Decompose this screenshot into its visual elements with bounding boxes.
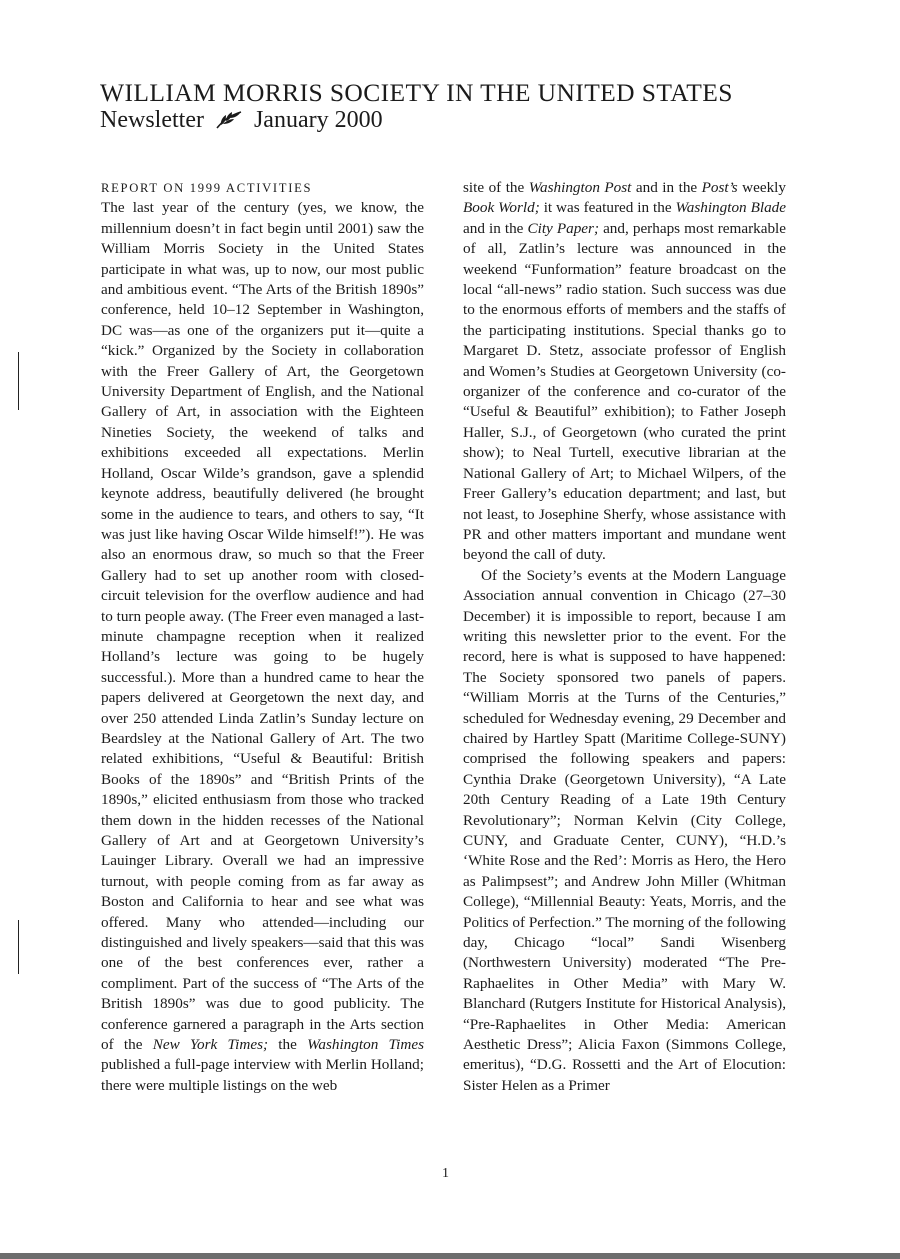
paragraph-text: it was featured in the bbox=[539, 199, 676, 217]
publication-washington-times: Washington Times bbox=[307, 1036, 424, 1054]
margin-mark-upper bbox=[18, 352, 19, 410]
margin-mark-lower bbox=[18, 920, 19, 974]
leaf-ornament-icon bbox=[214, 110, 244, 130]
page-number: 1 bbox=[442, 1166, 449, 1181]
paragraph-text: the bbox=[268, 1036, 308, 1054]
paragraph-text: and in the bbox=[631, 179, 702, 196]
left-column bbox=[101, 178, 424, 1096]
publication-book-world: Book World; bbox=[463, 199, 540, 217]
masthead-title: WILLIAM MORRIS SOCIETY IN THE UNITED STATES bbox=[100, 78, 733, 107]
publication-washington-post: Washington Post bbox=[528, 179, 632, 196]
publication-city-paper: City Paper; bbox=[527, 219, 600, 237]
paragraph-text: site of the bbox=[463, 179, 529, 196]
paragraph-text: published a full-page interview with Merlin Holland; there were multiple listings on the web bbox=[101, 1056, 424, 1094]
paragraph-text: The last year of the century (yes, we know, the millennium doesn’t in fact begin until 2001) saw the William Morris Society in the United States participate in what was, up to now, our most public and ambitious event. “The Arts of the British 1890s” conference, held 10–12 September in Washington, DC was—as one of the organizers put it—quite a “kick.” Organized by the Society in collaboration with the Freer Gallery of Art, the Georgetown University Department of English, and the National Gallery of Art, in association with the Eighteen Nineties Society, the weekend of talks and exhibitions exceeded all expectations. Merlin Holland, Oscar Wilde’s grandson, gave a splendid keynote address, beautifully delivered (he brought some in the audience to tears, and others to say, “It was just like having Oscar Wilde himself!”). He was also an enormous draw, so much so that the Freer Gallery had to set up another room with closed-circuit television for the overflow audience and had to turn people away. (The Freer even managed a last-minute champagne reception when it realized Holland’s lecture was going to be hugely successful.). More than a hundred came to hear the papers delivered at Georgetown the next day, and over 250 attended Linda Zatlin’s Sunday lecture on Beardsley at the National Gallery of Art. The two related exhibitions, “Useful & Beautiful: British Books of the 1890s” and “British Prints of the 1890s,” elicited enthusiasm from those who tracked them down in the hidden recesses of the National Gallery of Art and at Georgetown University’s Lauinger Library. Overall we had an impressive turnout, with people coming from as far away as Boston and California to hear and see what was offered. Many who attended—including our distinguished and lively speakers—said that this was one of the best conferences ever, rather a compliment. Part of the success of “The Arts of the British 1890s” was due to good publicity. The conference garnered a paragraph in the Arts section of the bbox=[101, 199, 424, 1054]
right-column bbox=[463, 178, 786, 1096]
publication-posts: Post’s bbox=[701, 179, 738, 196]
masthead-subtitle bbox=[100, 108, 800, 132]
report-paragraph-1 bbox=[101, 198, 424, 1096]
publication-ny-times: New York Times; bbox=[152, 1036, 269, 1054]
report-paragraph-1-continued bbox=[463, 178, 786, 566]
newsletter-label: Newsletter bbox=[100, 107, 204, 133]
paragraph-text: and in the bbox=[463, 219, 528, 237]
paragraph-text: weekly bbox=[737, 179, 786, 196]
section-heading: REPORT ON 1999 ACTIVITIES bbox=[101, 181, 313, 195]
report-paragraph-2: Of the Society’s events at the Modern Language Association annual convention in Chicago (27–30 December) it is impossible to report, because I am writing this newsletter prior to the event. For the record, here is what is supposed to have happened: The Society sponsored two panels of papers. “William Morris at the Turns of the Centuries,” scheduled for Wednesday evening, 29 December and chaired by Hartley Spatt (Maritime College-SUNY) comprised the following speakers and papers: Cynthia Drake (Georgetown University), “A Late 20th Century Reading of a Late 19th Century Revolutionary”; Norman Kelvin (City College, CUNY, and Graduate Center, CUNY), “H.D.’s ‘White Rose and the Red’: Morris as Hero, the Hero as Palimpsest”; and Andrew John Miller (Whitman College), “Millennial Beauty: Yeats, Morris, and the Politics of Perfection.” The morning of the following day, Chicago “local” Sandi Wisenberg (Northwestern University) moderated “The Pre-Raphaelites in Other Media” with Mary W. Blanchard (Rutgers Institute for Historical Analysis), “Pre-Raphaelites in Other Media: American Aesthetic Dress”; Alicia Faxon (Simmons College, emeritus), “D.G. Rossetti and the Art of Elocution: Sister Helen as a Primer bbox=[463, 566, 786, 1094]
newsletter-date: January 2000 bbox=[253, 107, 383, 133]
paragraph-text: and, perhaps most remarkable of all, Zatlin’s lecture was announced in the weekend “Funformation” feature broadcast on the local “all-news” radio station. Such success was due to the enormous efforts of members and the staffs of the participating institutions. Special thanks go to Margaret D. Stetz, associate professor of English and Women’s Studies at Georgetown University (co-organizer of the conference and co-curator of the “Useful & Beautiful” exhibition); to Father Joseph Haller, S.J., of Georgetown (who curated the print show); to Neal Turtell, executive librarian at the National Gallery of Art; to Michael Wilpers, of the Freer Gallery’s education department; and last, but not least, to Josephine Sherfy, whose assistance with PR and other matters important and mundane went beyond the call of duty. bbox=[463, 219, 787, 564]
publication-washington-blade: Washington Blade bbox=[675, 199, 787, 217]
